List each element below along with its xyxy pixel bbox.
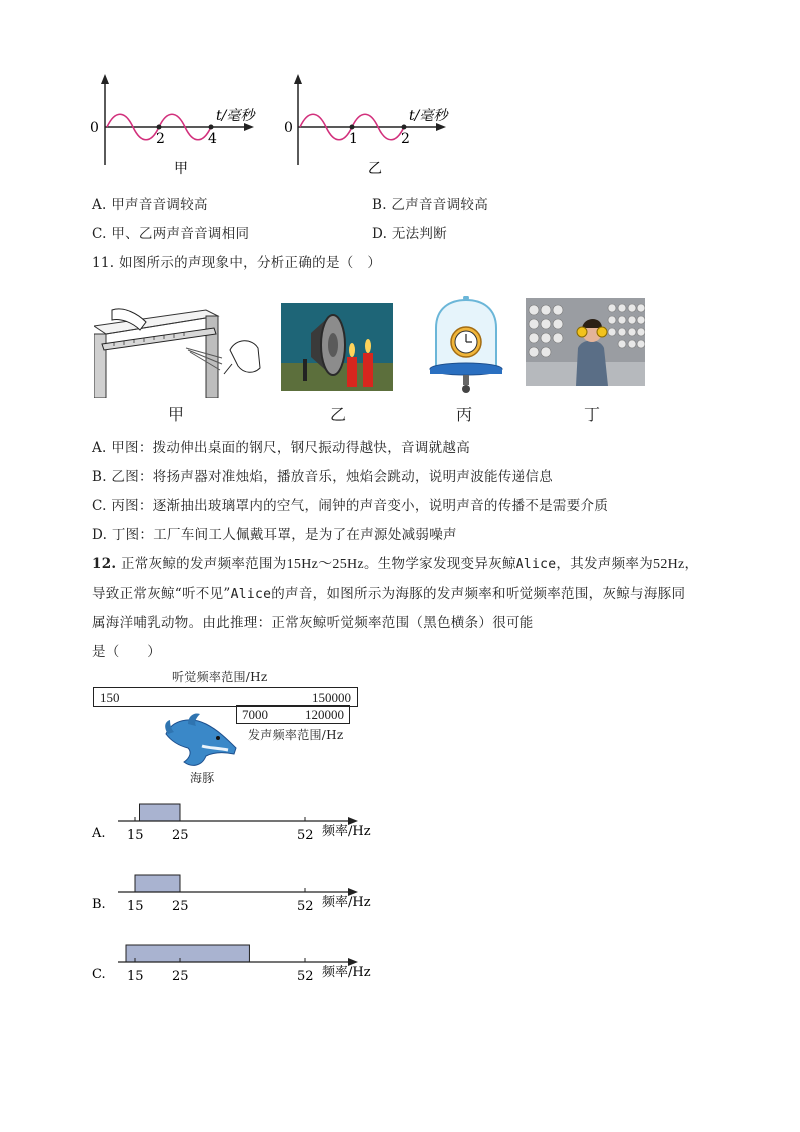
tick-point [402,125,407,130]
speaker-candle-photo [281,303,393,391]
frequency-bar [140,804,181,821]
stem-alice: Alice [515,557,557,572]
option-label[interactable]: B. [92,897,106,912]
tick-point [157,125,162,130]
tick-label: 52 [297,899,314,914]
q10-option-b[interactable]: B. 乙声音音调较高 [372,197,489,213]
origin-label: 0 [284,120,293,136]
hearing-range-box [93,687,358,707]
sound-range-title: 发声频率范围/Hz [248,728,344,742]
hearing-high: 150000 [312,690,351,705]
caption-ding-fig: 丁 [584,405,601,424]
q11-option-b[interactable]: B. 乙图：将扬声器对准烛焰，播放音乐，烛焰会跳动，说明声波能传递信息 [92,469,554,485]
tick-label: 25 [172,828,189,843]
stem-text: ， [684,556,699,572]
q12-number: 12. [92,556,117,572]
q12-stem-line1 [92,552,698,573]
tick-label: 25 [172,969,189,984]
stem-range: 15Hz～25Hz [286,557,364,572]
factory-worker-photo [526,298,645,386]
y-axis-arrow [101,74,109,84]
graph-jia [90,74,257,177]
hearing-low: 150 [100,690,120,705]
tick-label: 15 [127,828,144,843]
frequency-bar [135,875,180,892]
axis-label: 频率/Hz [322,895,371,910]
x-axis-arrow [244,123,254,131]
hearing-range-title: 听觉频率范围/Hz [172,670,268,684]
tick-label: 25 [172,899,189,914]
stem-text: ，其发声频率为 [556,556,654,572]
tick-point [209,125,214,130]
q11-stem: 11. 如图所示的声现象中，分析正确的是（ ） [92,255,382,271]
q10-option-c[interactable]: C. 甲、乙两声音音调相同 [92,226,250,242]
option-label[interactable]: A. [92,826,106,841]
sound-low: 7000 [242,707,268,722]
t-axis-label: t/毫秒 [216,108,255,124]
tick-label: 1 [349,131,358,147]
tick-label: 2 [401,131,410,147]
q11-option-c[interactable]: C. 丙图：逐渐抽出玻璃罩内的空气，闹钟的声音变小，说明声音的传播不是需要介质 [92,498,609,514]
stem-text: 。生物学家发现变异灰鲸 [363,556,516,572]
origin-label: 0 [90,120,99,136]
tick-label: 15 [127,899,144,914]
bell-jar-illustration [428,296,504,396]
tick-label: 2 [156,131,165,147]
stem-text: 正常灰鲸的发声频率范围为 [120,556,287,572]
x-axis-arrow [436,123,446,131]
q10-option-d[interactable]: D. 无法判断 [372,226,448,242]
caption-bing-fig: 丙 [456,405,473,424]
q12-stem-line2 [92,582,685,602]
tick-point [350,125,355,130]
caption-jia-fig: 甲 [168,405,185,424]
frequency-bar [126,945,249,962]
tick-label: 15 [127,969,144,984]
q12-option-lines [90,795,390,995]
stem-text: 导致正常灰鲸“听不见” [92,586,231,602]
caption-jia: 甲 [174,161,188,177]
axis-label: 频率/Hz [322,824,371,839]
q10-option-a[interactable]: A. 甲声音音调较高 [92,197,208,213]
option-label[interactable]: C. [92,967,106,982]
sound-high: 120000 [305,707,344,722]
caption-yi: 乙 [368,161,382,177]
q11-option-a[interactable]: A. 甲图：拨动伸出桌面的钢尺，钢尺振动得越快，音调就越高 [92,440,471,456]
stem-freq: 52Hz [653,557,685,572]
y-axis-arrow [294,74,302,84]
tick-label: 4 [208,131,217,147]
q11-option-d[interactable]: D. 丁图：工厂车间工人佩戴耳罩，是为了在声源处减弱噪声 [92,527,457,543]
dolphin-label: 海豚 [190,771,215,785]
wave-graphs [80,70,480,180]
dolphin-icon [162,712,242,772]
tick-label: 52 [297,828,314,843]
q12-stem-line4: 是（ ） [92,644,161,660]
ruler-table-illustration [94,308,266,398]
tick-label: 52 [297,969,314,984]
q12-stem-line3: 属海洋哺乳动物。由此推理：正常灰鲸听觉频率范围（黑色横条）很可能 [92,615,534,631]
graph-yi [284,74,450,177]
sound-range-box [236,705,350,724]
caption-yi-fig: 乙 [330,405,347,424]
stem-text: 的声音，如图所示为海豚的发声频率和听觉频率范围，灰鲸与海豚同 [271,586,686,602]
stem-alice: Alice [230,587,272,602]
axis-label: 频率/Hz [322,965,371,980]
t-axis-label: t/毫秒 [409,108,448,124]
